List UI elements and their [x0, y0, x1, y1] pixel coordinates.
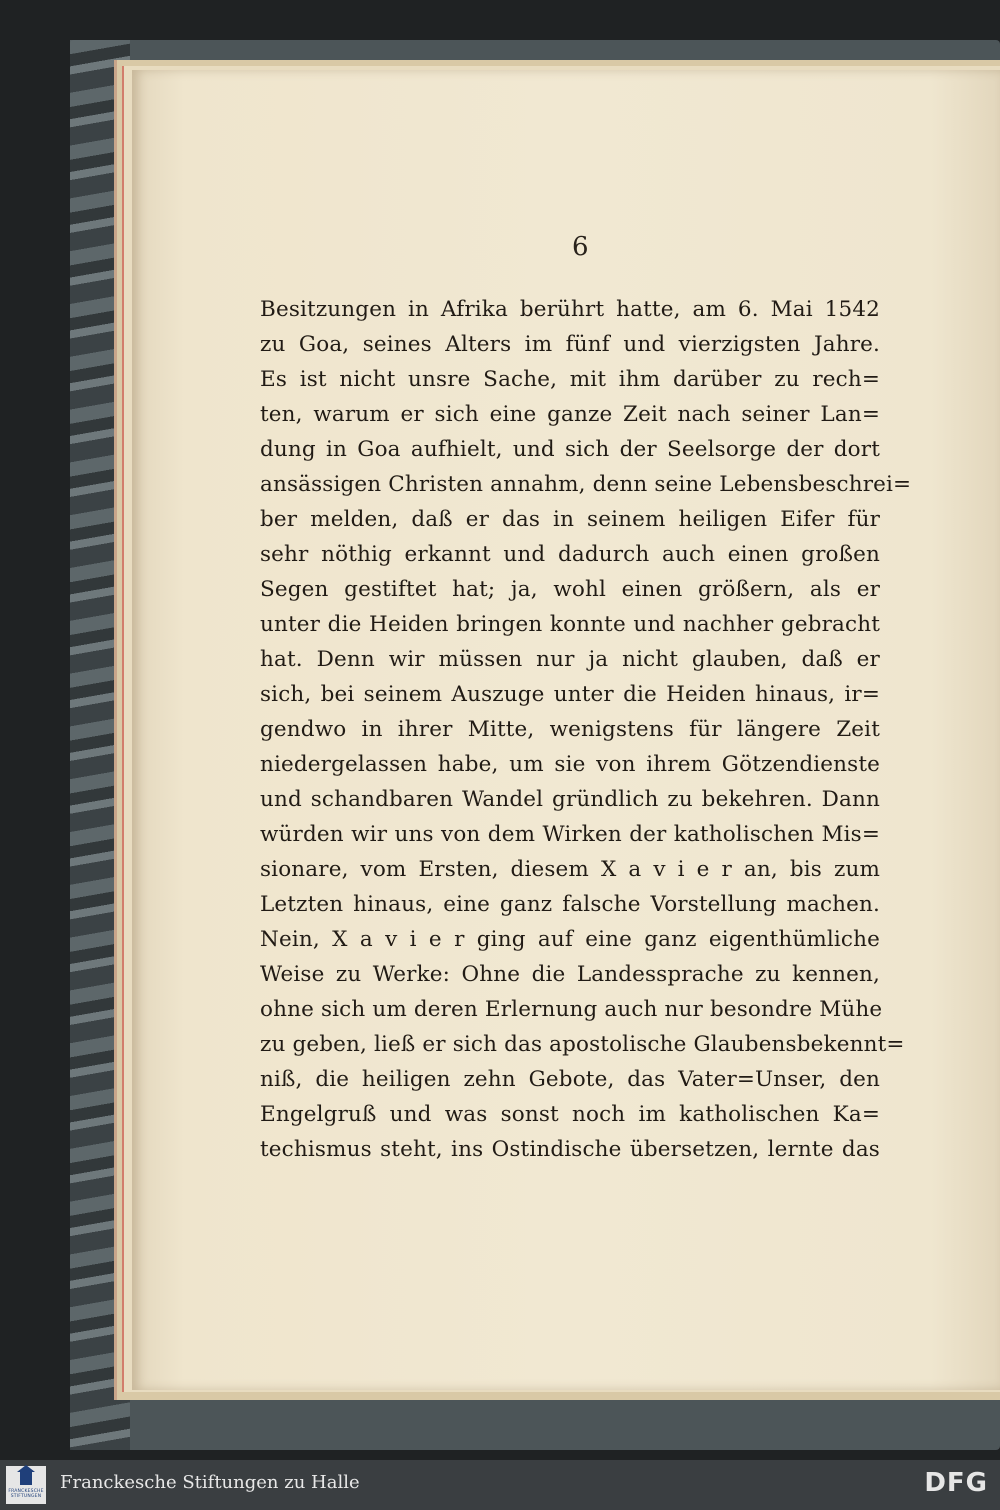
text-line: zu Goa, seines Alters im fünf und vierzigsten Jahre. [260, 332, 880, 357]
text-line: niedergelassen habe, um sie von ihrem Götzendienste [260, 752, 880, 777]
text-line: techismus steht, ins Ostindische übersetzen, lernte das [260, 1137, 880, 1162]
text-line: hat. Denn wir müssen nur ja nicht glauben, daß er [260, 647, 880, 672]
footer-title: Franckesche Stiftungen zu Halle [60, 1472, 360, 1493]
text-line: unter die Heiden bringen konnte und nachher gebracht [260, 612, 880, 637]
book-page [132, 70, 1000, 1390]
text-line: Segen gestiftet hat; ja, wohl einen größern, als er [260, 577, 880, 602]
text-line: ten, warum er sich eine ganze Zeit nach seiner Lan= [260, 402, 880, 427]
text-line: dung in Goa aufhielt, und sich der Seelsorge der dort [260, 437, 880, 462]
dfg-logo[interactable]: DFG [924, 1468, 988, 1498]
text-line: ansässigen Christen annahm, denn seine Lebensbeschrei= [260, 472, 912, 497]
text-line: Letzten hinaus, eine ganz falsche Vorstellung machen. [260, 892, 880, 917]
text-line: sionare, vom Ersten, diesem X a v i e r an, bis zum [260, 857, 880, 882]
text-line: würden wir uns von dem Wirken der katholischen Mis= [260, 822, 880, 847]
text-line: sich, bei seinem Auszuge unter die Heiden hinaus, ir= [260, 682, 880, 707]
page-text [260, 292, 912, 1167]
building-icon [20, 1471, 32, 1485]
text-line: ber melden, daß er das in seinem heiligen Eifer für [260, 507, 880, 532]
text-line: Engelgruß und was sonst noch im katholischen Ka= [260, 1102, 880, 1127]
text-line: Es ist nicht unsre Sache, mit ihm darüber zu rech= [260, 367, 880, 392]
viewer-footer [0, 1460, 1000, 1510]
text-line: ohne sich um deren Erlernung auch nur besondre Mühe [260, 997, 883, 1022]
text-line: niß, die heiligen zehn Gebote, das Vater=Unser, den [260, 1067, 880, 1092]
page-number: 6 [572, 232, 589, 262]
text-line: gendwo in ihrer Mitte, wenigstens für längere Zeit [260, 717, 880, 742]
text-line: zu geben, ließ er sich das apostolische Glaubensbekennt= [260, 1032, 905, 1057]
text-line: und schandbaren Wandel gründlich zu bekehren. Dann [260, 787, 880, 812]
text-line: Besitzungen in Afrika berührt hatte, am 6. Mai 1542 [260, 297, 880, 322]
franckesche-stiftungen-logo[interactable] [6, 1466, 46, 1504]
text-line: Nein, X a v i e r ging auf eine ganz eigenthümliche [260, 927, 880, 952]
text-line: Weise zu Werke: Ohne die Landessprache zu kennen, [260, 962, 880, 987]
logo-text: FRANCKESCHE STIFTUNGEN [8, 1489, 44, 1499]
text-line: sehr nöthig erkannt und dadurch auch einen großen [260, 542, 880, 567]
